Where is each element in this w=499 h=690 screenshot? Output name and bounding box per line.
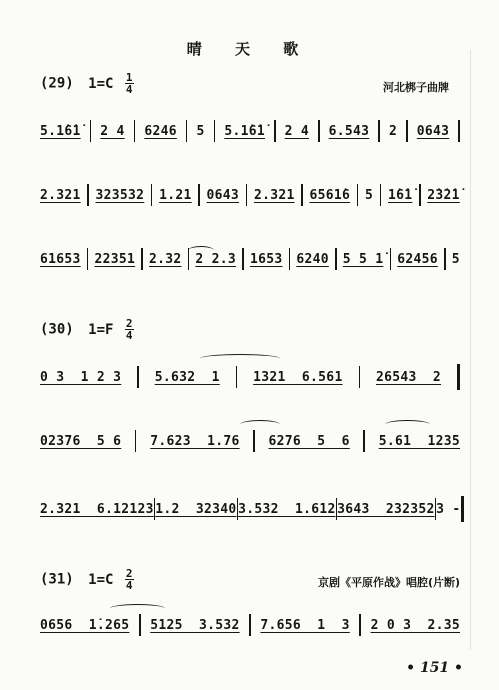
measure: 1321 6.561 xyxy=(253,369,343,385)
barline xyxy=(246,184,248,206)
section-number: (30) xyxy=(40,321,74,338)
barline xyxy=(457,364,460,390)
measure: 5 5 1̇ xyxy=(342,251,384,267)
barline xyxy=(461,496,464,522)
measure: 5.61 1235 xyxy=(378,433,460,449)
measure: 6.543 xyxy=(328,123,370,139)
measure: 6276 5 6 xyxy=(268,433,350,449)
barline xyxy=(406,120,408,142)
measure: 2.321 6.12123 xyxy=(40,501,154,517)
measure: 3643 232352 xyxy=(337,501,435,517)
measure: 1̇6̇1̇ xyxy=(387,187,413,203)
section-source-31: 京剧《平原作战》唱腔(片断) xyxy=(318,576,461,589)
section-number: (29) xyxy=(40,75,74,92)
slur-mark xyxy=(110,604,165,613)
barline xyxy=(139,614,141,636)
staff-line-29-1 xyxy=(40,120,460,142)
measure: 323532 xyxy=(95,187,145,203)
measure: 26543 2 xyxy=(376,369,442,385)
barline xyxy=(236,366,238,388)
section-header-30 xyxy=(40,318,134,341)
measure: 7.623 1.76 xyxy=(150,433,240,449)
key-signature: 1=F xyxy=(88,321,114,338)
measure: 5125 3.532 xyxy=(150,617,240,633)
barline xyxy=(380,184,382,206)
measure: 22351 xyxy=(94,251,136,267)
measure: 2 4 xyxy=(284,123,309,139)
time-signature xyxy=(125,318,134,341)
measure: 0656 1̇.265 xyxy=(40,617,130,633)
barline xyxy=(242,248,244,270)
measure: 62456 xyxy=(397,251,438,267)
page-crease xyxy=(470,50,471,650)
slur-mark xyxy=(200,354,280,363)
meter-bottom: 4 xyxy=(125,329,133,342)
barline xyxy=(357,184,359,206)
staff-line-29-3 xyxy=(40,248,460,270)
barline xyxy=(134,120,136,142)
measure: 1653 xyxy=(249,251,283,267)
barline xyxy=(135,430,137,452)
barline xyxy=(186,120,188,142)
page-number: • 151 • xyxy=(406,660,463,676)
meter-top: 1 xyxy=(125,71,133,84)
measure: 2 xyxy=(388,123,398,139)
barline xyxy=(249,614,251,636)
measure: 3 - xyxy=(436,501,461,517)
meter-bottom: 4 xyxy=(125,579,133,592)
slur-mark xyxy=(240,420,280,429)
measure: 2 4 xyxy=(100,123,125,139)
measure: 6246 xyxy=(144,123,177,139)
staff-line-30-1 xyxy=(40,366,460,388)
time-signature xyxy=(125,72,134,95)
staff-line-30-2 xyxy=(40,430,460,452)
measure: 5 xyxy=(364,187,374,203)
staff-line-31-1 xyxy=(40,614,460,636)
measure: 6240 xyxy=(296,251,329,267)
section-source-29: 河北梆子曲牌 xyxy=(383,81,449,94)
measure: 1.2 32340 xyxy=(155,501,237,517)
barline xyxy=(253,430,255,452)
staff-line-30-3 xyxy=(40,498,460,520)
section-number: (31) xyxy=(40,571,74,588)
measure: 0643 xyxy=(416,123,450,139)
meter-top: 2 xyxy=(125,567,133,580)
slur-mark xyxy=(188,246,214,255)
barline xyxy=(318,120,320,142)
barline xyxy=(198,184,200,206)
measure: 1.21 xyxy=(159,187,192,203)
barline xyxy=(390,248,392,270)
measure: 0 3 1 2 3 xyxy=(40,369,122,385)
barline xyxy=(87,248,89,270)
staff-line-29-2 xyxy=(40,184,460,206)
barline xyxy=(87,184,89,206)
section-header-31 xyxy=(40,568,134,591)
barline xyxy=(289,248,291,270)
time-signature xyxy=(125,568,134,591)
barline xyxy=(335,248,337,270)
barline xyxy=(137,366,139,388)
measure: 2.32 xyxy=(149,251,182,267)
barline xyxy=(363,430,365,452)
measure: 0643 xyxy=(206,187,240,203)
key-signature: 1=C xyxy=(88,571,114,588)
measure: 5 xyxy=(196,123,205,139)
measure: 5 xyxy=(451,251,460,267)
measure: 61653 xyxy=(40,251,81,267)
measure: 2.321 xyxy=(253,187,295,203)
measure: 7.656 1 3 xyxy=(260,617,350,633)
measure: 5.1̇6̇1̇ xyxy=(224,123,265,139)
barline xyxy=(359,366,361,388)
measure: 3.532 1.612 xyxy=(238,501,336,517)
barline xyxy=(301,184,303,206)
barline xyxy=(419,184,421,206)
measure: 2̇3̇2̇1̇ xyxy=(427,187,460,203)
barline xyxy=(274,120,276,142)
barline xyxy=(359,614,361,636)
barline xyxy=(458,120,460,142)
measure: 2 0 3 2.35 xyxy=(370,617,460,633)
measure: 5.632 1 xyxy=(154,369,220,385)
measure: 02376 5 6 xyxy=(40,433,122,449)
key-signature: 1=C xyxy=(88,75,114,92)
barline xyxy=(378,120,380,142)
barline xyxy=(214,120,216,142)
barline xyxy=(444,248,446,270)
meter-top: 2 xyxy=(125,317,133,330)
measure: 2.321 xyxy=(40,187,81,203)
barline xyxy=(90,120,92,142)
measure: 2 2.3 xyxy=(195,251,237,267)
measure: 6561̇6 xyxy=(309,187,351,203)
slur-mark xyxy=(385,420,430,429)
section-header-29 xyxy=(40,72,134,95)
page-title: 晴 天 歌 xyxy=(186,40,313,58)
barline xyxy=(141,248,143,270)
measure: 5.1̇6̇1̇ xyxy=(40,123,81,139)
meter-bottom: 4 xyxy=(125,83,133,96)
barline xyxy=(151,184,153,206)
